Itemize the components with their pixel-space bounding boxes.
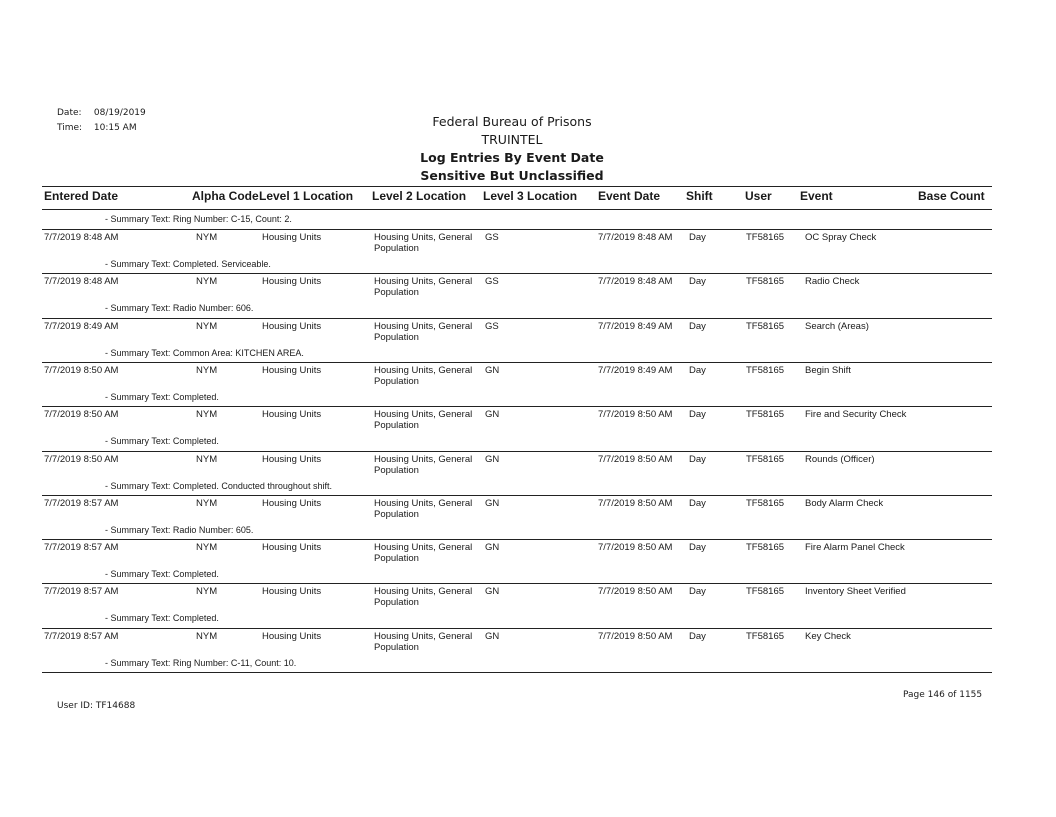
user-id-value: TF14688: [95, 701, 136, 711]
cell-level2-location: Housing Units, General Population: [374, 321, 473, 343]
cell-level3-location: GS: [485, 321, 499, 332]
cell-entered-date: 7/7/2019 8:57 AM: [44, 586, 119, 597]
cell-event-date: 7/7/2019 8:49 AM: [598, 321, 673, 332]
agency-title: Federal Bureau of Prisons: [432, 114, 592, 129]
cell-event: Search (Areas): [805, 321, 869, 332]
cell-event-date: 7/7/2019 8:48 AM: [598, 276, 673, 287]
cell-level1-location: Housing Units: [262, 409, 322, 420]
date-label: Date:: [57, 108, 82, 118]
cell-event-date: 7/7/2019 8:49 AM: [598, 365, 673, 376]
cell-level2-location: Housing Units, General Population: [374, 409, 473, 431]
cell-level3-location: GS: [485, 276, 499, 287]
cell-alpha-code: NYM: [196, 276, 218, 287]
cell-level1-location: Housing Units: [262, 586, 322, 597]
cell-shift: Day: [689, 321, 706, 332]
report-title: [0, 113, 1024, 185]
col-header-event-date: Event Date: [598, 189, 661, 203]
cell-level2-location: Housing Units, General Population: [374, 276, 473, 298]
cell-event-date: 7/7/2019 8:48 AM: [598, 232, 673, 243]
footer-user-id: [57, 701, 135, 711]
cell-level3-location: GN: [485, 409, 500, 420]
summary-text: - Summary Text: Completed. Serviceable.: [105, 259, 271, 269]
row-rule: [42, 451, 992, 452]
cell-entered-date: 7/7/2019 8:48 AM: [44, 276, 119, 287]
table-end-rule: [42, 672, 992, 673]
cell-level1-location: Housing Units: [262, 365, 322, 376]
cell-shift: Day: [689, 542, 706, 553]
row-rule: [42, 229, 992, 230]
cell-level2-location: Housing Units, General Population: [374, 232, 473, 254]
cell-level1-location: Housing Units: [262, 498, 322, 509]
cell-alpha-code: NYM: [196, 454, 218, 465]
cell-user: TF58165: [746, 409, 785, 420]
user-id-label: User ID:: [57, 701, 93, 711]
cell-level2-location: Housing Units, General Population: [374, 498, 473, 520]
cell-level3-location: GS: [485, 232, 499, 243]
summary-text: - Summary Text: Completed.: [105, 569, 219, 579]
cell-shift: Day: [689, 232, 706, 243]
cell-user: TF58165: [746, 321, 785, 332]
cell-event: Rounds (Officer): [805, 454, 875, 465]
cell-shift: Day: [689, 409, 706, 420]
row-rule: [42, 583, 992, 584]
cell-entered-date: 7/7/2019 8:57 AM: [44, 498, 119, 509]
cell-entered-date: 7/7/2019 8:49 AM: [44, 321, 119, 332]
cell-alpha-code: NYM: [196, 409, 218, 420]
cell-event: OC Spray Check: [805, 232, 877, 243]
cell-entered-date: 7/7/2019 8:57 AM: [44, 631, 119, 642]
cell-level2-location: Housing Units, General Population: [374, 542, 473, 564]
cell-level1-location: Housing Units: [262, 276, 322, 287]
cell-level3-location: GN: [485, 586, 500, 597]
cell-user: TF58165: [746, 542, 785, 553]
time-label: Time:: [57, 123, 83, 133]
cell-level3-location: GN: [485, 631, 500, 642]
cell-level1-location: Housing Units: [262, 232, 322, 243]
summary-text: - Summary Text: Common Area: KITCHEN AREA.: [105, 348, 304, 358]
cell-entered-date: 7/7/2019 8:50 AM: [44, 365, 119, 376]
col-header-level3: Level 3 Location: [483, 189, 578, 203]
cell-level3-location: GN: [485, 542, 500, 553]
cell-event: Begin Shift: [805, 365, 851, 376]
cell-event-date: 7/7/2019 8:50 AM: [598, 586, 673, 597]
cell-event: Key Check: [805, 631, 851, 642]
cell-event: Body Alarm Check: [805, 498, 884, 509]
row-rule: [42, 406, 992, 407]
cell-alpha-code: NYM: [196, 232, 218, 243]
page-info: Page 146 of 1155: [903, 690, 983, 700]
cell-alpha-code: NYM: [196, 498, 218, 509]
cell-shift: Day: [689, 631, 706, 642]
cell-alpha-code: NYM: [196, 586, 218, 597]
cell-shift: Day: [689, 454, 706, 465]
summary-text: - Summary Text: Radio Number: 606.: [105, 303, 254, 313]
cell-event-date: 7/7/2019 8:50 AM: [598, 409, 673, 420]
cell-user: TF58165: [746, 454, 785, 465]
cell-user: TF58165: [746, 498, 785, 509]
cell-level1-location: Housing Units: [262, 542, 322, 553]
col-header-entered-date: Entered Date: [44, 189, 119, 203]
classification: Sensitive But Unclassified: [420, 168, 604, 183]
cell-event: Inventory Sheet Verified: [805, 586, 906, 597]
cell-alpha-code: NYM: [196, 542, 218, 553]
cell-shift: Day: [689, 498, 706, 509]
col-header-user: User: [745, 189, 772, 203]
cell-shift: Day: [689, 276, 706, 287]
cell-level1-location: Housing Units: [262, 454, 322, 465]
summary-text: - Summary Text: Ring Number: C-11, Count: 10.: [105, 658, 297, 668]
cell-shift: Day: [689, 586, 706, 597]
cell-level2-location: Housing Units, General Population: [374, 631, 473, 653]
cell-level3-location: GN: [485, 498, 500, 509]
row-rule: [42, 628, 992, 629]
cell-alpha-code: NYM: [196, 365, 218, 376]
cell-user: TF58165: [746, 365, 785, 376]
header-top-rule: [42, 186, 992, 187]
cell-user: TF58165: [746, 586, 785, 597]
summary-text: - Summary Text: Completed.: [105, 392, 219, 402]
cell-alpha-code: NYM: [196, 321, 218, 332]
cell-shift: Day: [689, 365, 706, 376]
col-header-shift: Shift: [686, 189, 713, 203]
date-value: 08/19/2019: [93, 108, 146, 118]
summary-text: - Summary Text: Completed. Conducted throughout shift.: [105, 481, 332, 491]
cell-user: TF58165: [746, 276, 785, 287]
row-rule: [42, 362, 992, 363]
row-rule: [42, 539, 992, 540]
top-summary-text: - Summary Text: Ring Number: C-15, Count: 2.: [105, 214, 292, 224]
cell-event: Fire and Security Check: [805, 409, 907, 420]
cell-event: Radio Check: [805, 276, 860, 287]
row-rule: [42, 495, 992, 496]
summary-text: - Summary Text: Completed.: [105, 436, 219, 446]
cell-entered-date: 7/7/2019 8:48 AM: [44, 232, 119, 243]
summary-text: - Summary Text: Completed.: [105, 613, 219, 623]
cell-level2-location: Housing Units, General Population: [374, 586, 473, 608]
time-value: 10:15 AM: [93, 123, 137, 133]
cell-entered-date: 7/7/2019 8:50 AM: [44, 454, 119, 465]
system-title: TRUINTEL: [481, 132, 543, 147]
cell-event-date: 7/7/2019 8:50 AM: [598, 631, 673, 642]
cell-event-date: 7/7/2019 8:50 AM: [598, 454, 673, 465]
cell-entered-date: 7/7/2019 8:50 AM: [44, 409, 119, 420]
cell-event: Fire Alarm Panel Check: [805, 542, 905, 553]
row-rule: [42, 318, 992, 319]
cell-alpha-code: NYM: [196, 631, 218, 642]
report-name: Log Entries By Event Date: [420, 150, 604, 165]
cell-event-date: 7/7/2019 8:50 AM: [598, 542, 673, 553]
col-header-level2: Level 2 Location: [372, 189, 467, 203]
cell-level3-location: GN: [485, 454, 500, 465]
cell-level3-location: GN: [485, 365, 500, 376]
cell-level2-location: Housing Units, General Population: [374, 365, 473, 387]
cell-user: TF58165: [746, 232, 785, 243]
cell-event-date: 7/7/2019 8:50 AM: [598, 498, 673, 509]
cell-level1-location: Housing Units: [262, 321, 322, 332]
col-header-level1: Level 1 Location: [259, 189, 354, 203]
row-rule: [42, 273, 992, 274]
summary-text: - Summary Text: Radio Number: 605.: [105, 525, 254, 535]
header-bottom-rule: [42, 209, 992, 210]
cell-entered-date: 7/7/2019 8:57 AM: [44, 542, 119, 553]
col-header-event: Event: [800, 189, 833, 203]
cell-level1-location: Housing Units: [262, 631, 322, 642]
col-header-alpha-code: Alpha Code: [192, 189, 259, 203]
cell-user: TF58165: [746, 631, 785, 642]
col-header-base-count: Base Count: [918, 189, 985, 203]
cell-level2-location: Housing Units, General Population: [374, 454, 473, 476]
